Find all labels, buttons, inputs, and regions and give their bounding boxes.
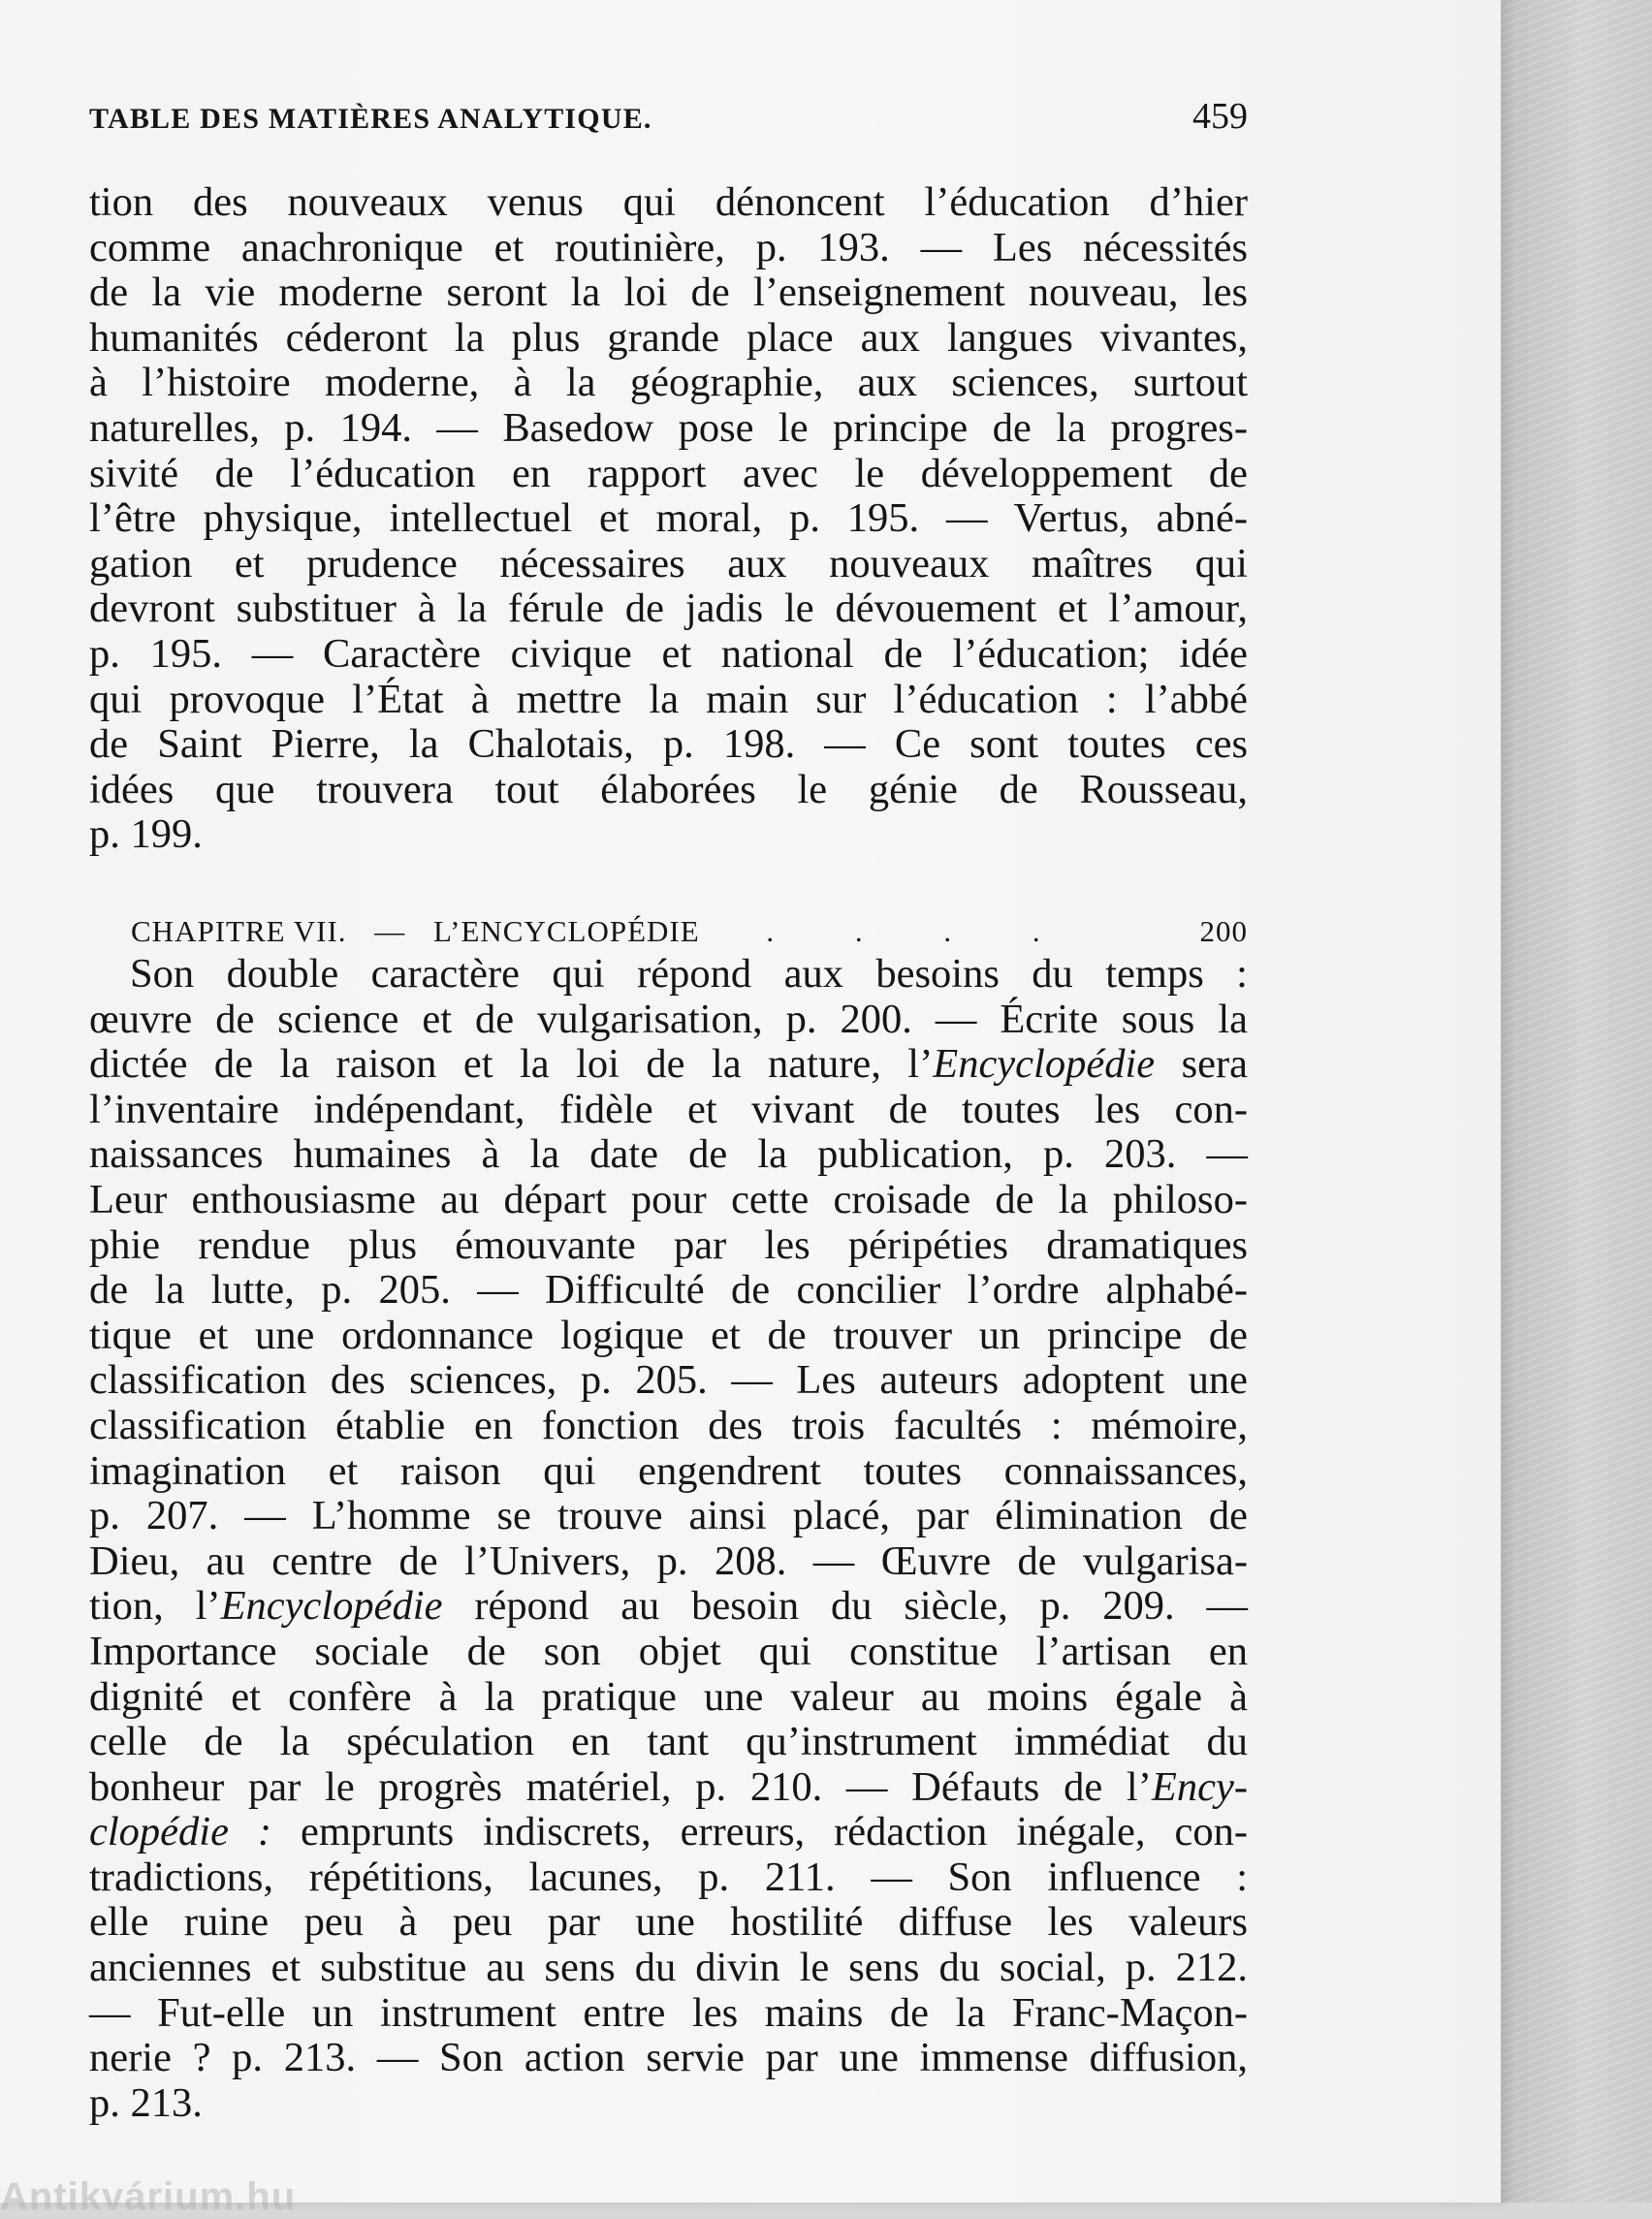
text-line: comme anachronique et routinière, p. 193. — Les nécessités: [89, 224, 1248, 270]
text-line: anciennes et substitue au sens du divin le sens du social, p. 212.: [89, 1945, 1248, 1991]
chapter-number: CHAPITRE VII.: [131, 914, 347, 948]
text-line: naissances humaines à la date de la publication, p. 203. —: [89, 1131, 1248, 1178]
paragraph-continued: [89, 180, 1248, 858]
text-line: [89, 1042, 1248, 1088]
text-line: dignité et confère à la pratique une valeur au moins égale à: [89, 1673, 1248, 1720]
text-line: idées que trouvera tout élaborées le génie de Rousseau,: [89, 766, 1248, 812]
italic-title: Ency-: [1151, 1763, 1248, 1810]
text-line: de Saint Pierre, la Chalotais, p. 198. — Ce sont toutes ces: [89, 721, 1248, 768]
chapter-summary: [89, 952, 1248, 2126]
text-fragment: tion, l’: [89, 1583, 221, 1630]
text-fragment: sera: [1155, 1041, 1248, 1088]
text-line: [89, 1584, 1248, 1630]
chapter-dash: —: [374, 914, 406, 948]
leader-dots: . . . .: [766, 914, 1077, 948]
page-edge-background: [1501, 0, 1652, 2203]
text-line: classification établie en fonction des trois facultés : mémoire,: [89, 1402, 1248, 1448]
page-number: 459: [1192, 96, 1248, 137]
text-line: elle ruine peu à peu par une hostilité diffuse les valeurs: [89, 1899, 1248, 1946]
text-line: p. 207. — L’homme se trouve ainsi placé, par élimination de: [89, 1493, 1248, 1539]
text-line: l’être physique, intellectuel et moral, p. 195. — Vertus, abné-: [89, 495, 1248, 542]
text-line: nerie ? p. 213. — Son action servie par une immense diffusion,: [89, 2035, 1248, 2081]
text-line: humanités céderont la plus grande place aux langues vivantes,: [89, 314, 1248, 361]
text-line: Dieu, au centre de l’Univers, p. 208. — Œuvre de vulgarisa-: [89, 1537, 1248, 1584]
text-line: p. 199.: [89, 811, 203, 858]
italic-title: Encyclopédie: [933, 1041, 1156, 1088]
text-line: à l’histoire moderne, à la géographie, aux sciences, surtout: [89, 360, 1248, 406]
text-line: phie rendue plus émouvante par les péripéties dramatiques: [89, 1221, 1248, 1268]
text-line: Leur enthousiasme au départ pour cette croisade de la philoso-: [89, 1176, 1248, 1222]
text-line: [89, 1810, 1248, 1855]
text-line: Importance sociale de son objet qui constitue l’artisan en: [89, 1628, 1248, 1674]
text-line: gation et prudence nécessaires aux nouveaux maîtres qui: [89, 540, 1248, 586]
text-line: tion des nouveaux venus qui dénoncent l’éducation d’hier: [89, 179, 1248, 225]
running-head: [89, 95, 1248, 138]
text-line: de la vie moderne seront la loi de l’enseignement nouveau, les: [89, 269, 1248, 316]
text-fragment: répond au besoin du siècle, p. 209. —: [442, 1583, 1248, 1630]
text-line: Son double caractère qui répond aux besoins du temps :: [130, 951, 1248, 997]
text-fragment: bonheur par le progrès matériel, p. 210. — Défauts de l’: [89, 1763, 1152, 1810]
text-fragment: dictée de la raison et la loi de la nature, l’: [89, 1041, 934, 1088]
italic-title: Encyclopédie: [220, 1583, 443, 1630]
running-head-title: TABLE DES MATIÈRES ANALYTIQUE.: [89, 103, 652, 135]
text-line: tradictions, répétitions, lacunes, p. 211. — Son influence :: [89, 1854, 1248, 1900]
text-line: p. 213.: [89, 2079, 203, 2126]
text-line: classification des sciences, p. 205. — Les auteurs adoptent une: [89, 1357, 1248, 1404]
text-fragment: emprunts indiscrets, erreurs, rédaction inégale, con-: [271, 1809, 1248, 1855]
text-line: imagination et raison qui engendrent toutes connaissances,: [89, 1447, 1248, 1494]
text-line: qui provoque l’État à mettre la main sur l’éducation : l’abbé: [89, 676, 1248, 722]
text-line: sivité de l’éducation en rapport avec le développement de: [89, 450, 1248, 496]
text-line: — Fut-elle un instrument entre les mains de la Franc-Maçon-: [89, 1989, 1248, 2036]
text-line: de la lutte, p. 205. — Difficulté de concilier l’ordre alphabé-: [89, 1267, 1248, 1314]
text-line: l’inventaire indépendant, fidèle et vivant de toutes les con-: [89, 1086, 1248, 1132]
chapter-heading-label: [131, 914, 1096, 949]
text-line: œuvre de science et de vulgarisation, p. 200. — Écrite sous la: [89, 996, 1248, 1042]
text-line: [89, 1765, 1248, 1811]
text-line: p. 195. — Caractère civique et national de l’éducation; idée: [89, 630, 1248, 677]
chapter-heading: [131, 914, 1248, 949]
chapter-page: 200: [1199, 914, 1248, 948]
chapter-title: L’ENCYCLOPÉDIE: [433, 914, 700, 948]
text-line: devront substituer à la férule de jadis le dévouement et l’amour,: [89, 586, 1248, 632]
watermark: Antikvárium.hu: [0, 2175, 297, 2218]
text-line: tique et une ordonnance logique et de trouver un principe de: [89, 1312, 1248, 1358]
text-line: celle de la spéculation en tant qu’instrument immédiat du: [89, 1719, 1248, 1765]
text-line: naturelles, p. 194. — Basedow pose le principe de la progres-: [89, 404, 1248, 451]
italic-title: clopédie :: [89, 1809, 272, 1855]
